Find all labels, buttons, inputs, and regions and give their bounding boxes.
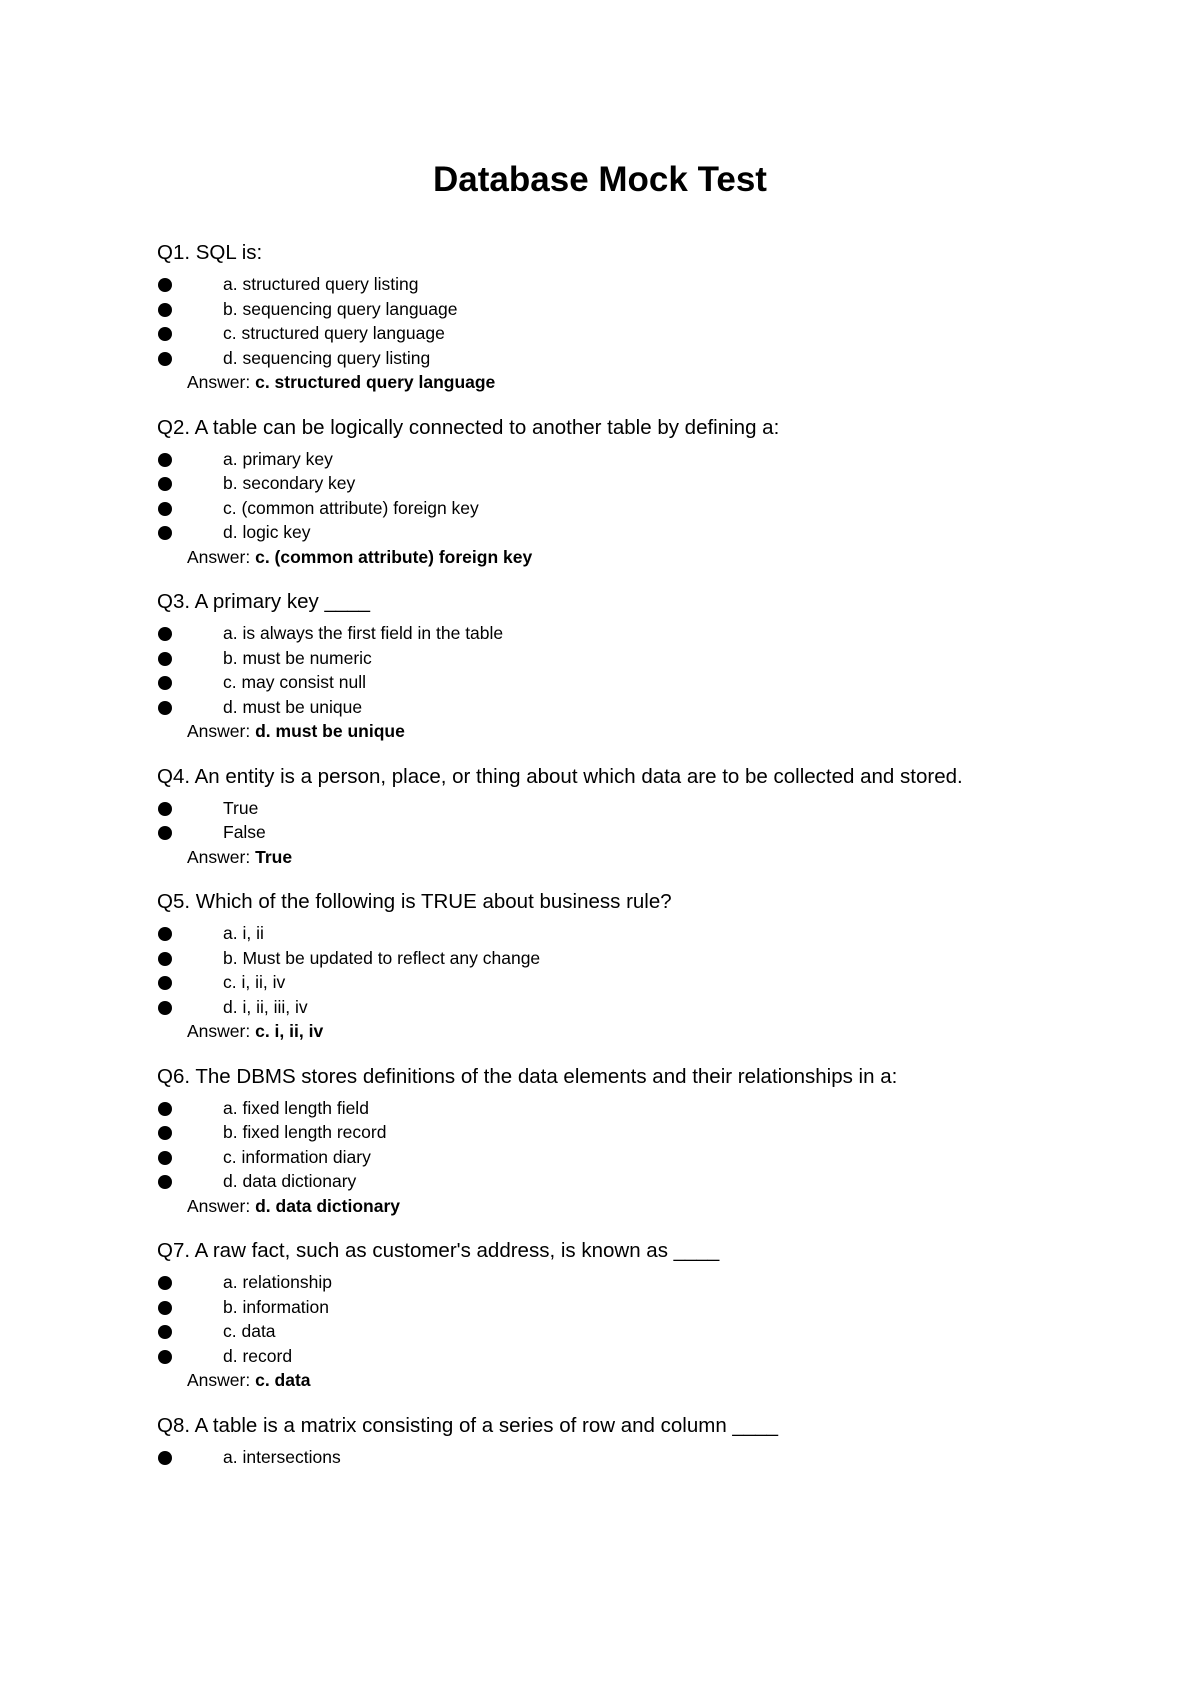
bullet-icon: [158, 952, 172, 966]
option-text: b. secondary key: [223, 473, 356, 493]
option-text: a. intersections: [223, 1446, 341, 1467]
option-item: [157, 695, 1057, 720]
option-item: [157, 297, 1057, 322]
bullet-icon: [158, 826, 172, 840]
bullet-icon: [158, 1276, 172, 1290]
option-item: [157, 670, 1057, 695]
question-text: Q4. An entity is a person, place, or thing about which data are to be collected and stored.: [157, 764, 963, 788]
option-text: b. Must be updated to reflect any change: [223, 947, 541, 968]
option-text: b. information: [223, 1296, 330, 1317]
option-item: [157, 970, 1057, 995]
questions-list: [157, 240, 1057, 1489]
question-3: [157, 589, 1057, 744]
bullet-icon: [158, 927, 172, 941]
option-text: a. is always the first field in the table: [223, 623, 504, 643]
answer-label: Answer:: [187, 846, 251, 867]
bullet-icon: [158, 1451, 172, 1465]
option-text: b. fixed length record: [223, 1122, 387, 1142]
option-item: [157, 921, 1057, 946]
question-8: [157, 1413, 1057, 1470]
answer-value: c. i, ii, iv: [255, 1021, 324, 1041]
answer-line: [157, 1194, 1057, 1219]
option-item: [157, 1295, 1057, 1320]
question-text: Q2. A table can be logically connected to another table by defining a:: [157, 415, 780, 439]
options-list: [157, 447, 1057, 545]
answer-label: Answer:: [187, 1021, 251, 1041]
question-5: [157, 889, 1057, 1044]
option-item: [157, 1145, 1057, 1170]
option-item: [157, 1096, 1057, 1121]
option-text: a. primary key: [223, 448, 333, 469]
bullet-icon: [158, 1350, 172, 1364]
option-text: c. i, ii, iv: [223, 972, 286, 992]
answer-label: Answer:: [187, 1370, 251, 1390]
option-item: [157, 321, 1057, 346]
question-text: Q3. A primary key ____: [157, 590, 371, 613]
bullet-icon: [158, 526, 172, 540]
option-text: d. record: [223, 1345, 293, 1366]
option-text: c. structured query language: [223, 323, 445, 343]
bullet-icon: [158, 502, 172, 516]
bullet-icon: [158, 1001, 172, 1015]
option-item: [157, 447, 1057, 472]
option-item: [157, 646, 1057, 671]
bullet-icon: [158, 1175, 172, 1189]
bullet-icon: [158, 278, 172, 292]
options-list: [157, 1445, 1057, 1470]
option-text: a. fixed length field: [223, 1097, 369, 1118]
bullet-icon: [158, 1151, 172, 1165]
answer-line: [157, 1368, 1057, 1393]
bullet-icon: [158, 303, 172, 317]
option-item: [157, 1445, 1057, 1470]
question-1: [157, 240, 1057, 395]
question-text: Q1. SQL is:: [157, 241, 263, 264]
option-item: [157, 995, 1057, 1020]
option-item: [157, 520, 1057, 545]
option-item: [157, 1169, 1057, 1194]
bullet-icon: [158, 1102, 172, 1116]
document-title: Database Mock Test: [433, 160, 767, 199]
option-text: a. structured query listing: [223, 274, 419, 294]
answer-value: c. data: [255, 1370, 311, 1390]
option-item: [157, 471, 1057, 496]
answer-value: c. (common attribute) foreign key: [255, 546, 533, 567]
option-text: d. logic key: [223, 522, 311, 542]
options-list: [157, 796, 1057, 845]
question-4: [157, 764, 1057, 870]
answer-line: [157, 370, 1057, 395]
option-text: a. relationship: [223, 1272, 332, 1292]
answer-line: [157, 719, 1057, 744]
options-list: [157, 272, 1057, 370]
options-list: [157, 621, 1057, 719]
option-item: [157, 1270, 1057, 1295]
question-7: [157, 1238, 1057, 1393]
answer-value: True: [255, 846, 293, 867]
option-text: True: [223, 797, 259, 818]
option-text: c. information diary: [223, 1146, 371, 1167]
option-item: [157, 1344, 1057, 1369]
bullet-icon: [158, 1325, 172, 1339]
answer-value: c. structured query language: [255, 372, 496, 392]
option-text: d. i, ii, iii, iv: [223, 996, 308, 1017]
answer-label: Answer:: [187, 546, 251, 567]
options-list: [157, 1096, 1057, 1194]
bullet-icon: [158, 477, 172, 491]
option-text: d. must be unique: [223, 696, 363, 717]
question-text: Q6. The DBMS stores definitions of the data elements and their relationships in a:: [157, 1064, 898, 1088]
answer-line: [157, 545, 1057, 570]
question-text: Q7. A raw fact, such as customer's address, is known as ____: [157, 1239, 720, 1262]
option-text: False: [223, 822, 266, 842]
answer-value: d. data dictionary: [255, 1195, 400, 1216]
bullet-icon: [158, 453, 172, 467]
option-text: a. i, ii: [223, 923, 264, 943]
question-text: Q8. A table is a matrix consisting of a series of row and column ____: [157, 1413, 779, 1437]
option-item: [157, 496, 1057, 521]
option-text: c. data: [223, 1321, 276, 1341]
option-item: [157, 1319, 1057, 1344]
bullet-icon: [158, 701, 172, 715]
option-text: c. (common attribute) foreign key: [223, 497, 479, 518]
question-6: [157, 1064, 1057, 1219]
answer-label: Answer:: [187, 1195, 251, 1216]
option-item: [157, 820, 1057, 845]
bullet-icon: [158, 627, 172, 641]
option-text: d. sequencing query listing: [223, 347, 431, 368]
bullet-icon: [158, 676, 172, 690]
option-item: [157, 621, 1057, 646]
bullet-icon: [158, 1301, 172, 1315]
answer-value: d. must be unique: [255, 721, 405, 741]
bullet-icon: [158, 976, 172, 990]
option-item: [157, 946, 1057, 971]
question-text: Q5. Which of the following is TRUE about business rule?: [157, 890, 672, 913]
answer-label: Answer:: [187, 721, 251, 741]
options-list: [157, 1270, 1057, 1368]
option-text: c. may consist null: [223, 672, 366, 692]
option-text: b. sequencing query language: [223, 298, 458, 319]
option-text: b. must be numeric: [223, 647, 372, 668]
bullet-icon: [158, 352, 172, 366]
option-item: [157, 1120, 1057, 1145]
bullet-icon: [158, 802, 172, 816]
bullet-icon: [158, 652, 172, 666]
options-list: [157, 921, 1057, 1019]
bullet-icon: [158, 1126, 172, 1140]
answer-line: [157, 845, 1057, 870]
bullet-icon: [158, 327, 172, 341]
option-item: [157, 272, 1057, 297]
question-2: [157, 415, 1057, 570]
option-item: [157, 796, 1057, 821]
option-item: [157, 346, 1057, 371]
answer-label: Answer:: [187, 372, 251, 392]
answer-line: [157, 1019, 1057, 1044]
option-text: d. data dictionary: [223, 1171, 357, 1191]
